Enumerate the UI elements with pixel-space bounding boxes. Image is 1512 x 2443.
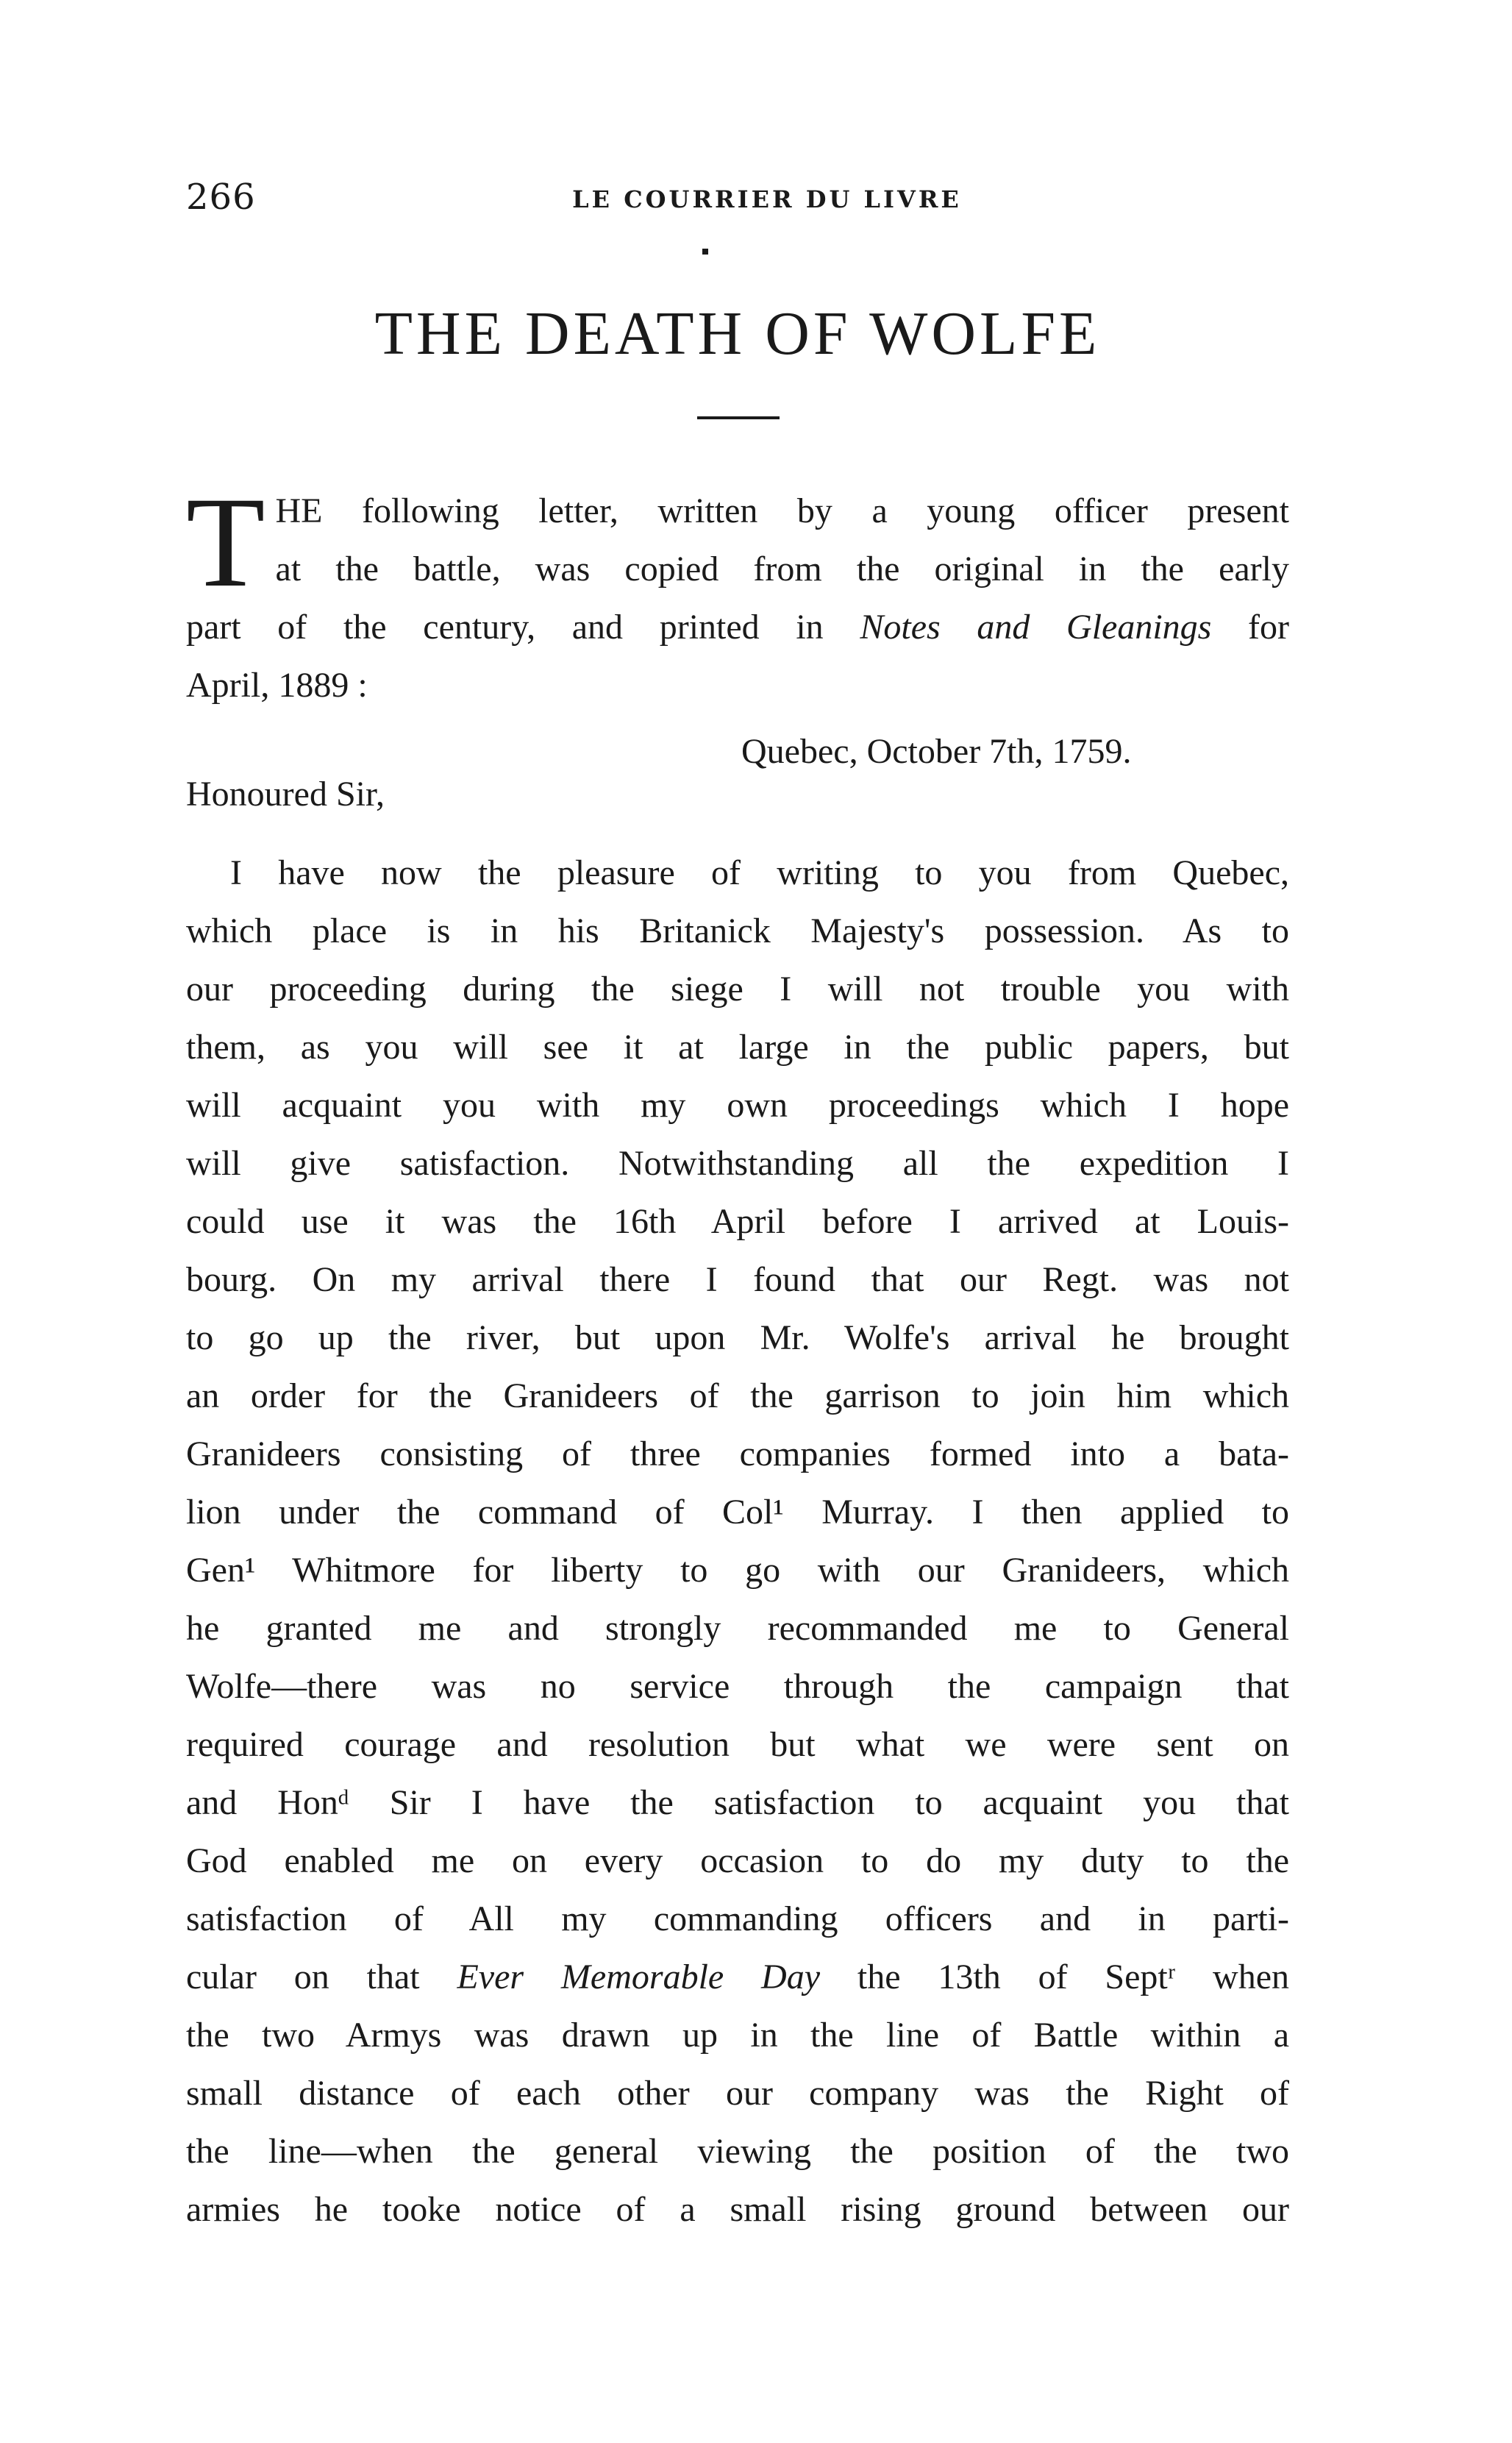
publication-title: Notes and Gleanings (860, 608, 1212, 647)
letter-dateline: Quebec, October 7th, 1759. (741, 732, 1132, 771)
body-line: satisfaction of All my commanding officers and in parti- (186, 1899, 1289, 1938)
body-line: will acquaint you with my own proceedings which I hope (186, 1086, 1289, 1125)
emphasized-phrase: Ever Memorable Day (457, 1957, 821, 1996)
body-line: them, as you will see it at large in the public papers, but (186, 1028, 1289, 1067)
body-line: Gen¹ Whitmore for liberty to go with our Granideers, which (186, 1551, 1289, 1590)
intro-line: at the battle, was copied from the original in the early (275, 550, 1289, 588)
body-line: Wolfe—there was no service through the campaign that (186, 1667, 1289, 1706)
running-head (186, 177, 1289, 221)
body-line: the line—when the general viewing the position of the two (186, 2132, 1289, 2171)
intro-line (186, 598, 1289, 656)
body-line: to go up the river, but upon Mr. Wolfe's arrival he brought (186, 1318, 1289, 1357)
body-line: an order for the Granideers of the garrison to join him which (186, 1376, 1289, 1415)
body-text: cular on that (186, 1957, 457, 1996)
body-line: Granideers consisting of three companies formed into a bata- (186, 1434, 1289, 1473)
body-line: the two Armys was drawn up in the line of Battle within a (186, 2016, 1289, 2055)
intro-line: HE following letter, written by a young officer present (275, 491, 1289, 530)
intro-text: for (1211, 608, 1289, 647)
body-line: will give satisfaction. Notwithstanding all the expedition I (186, 1144, 1289, 1183)
body-line: required courage and resolution but what we were sent on (186, 1725, 1289, 1764)
intro-paragraph (186, 471, 1289, 714)
body-line: he granted me and strongly recommanded me to General (186, 1609, 1289, 1648)
intro-text: part of the century, and printed in (186, 608, 860, 647)
body-line: lion under the command of Col¹ Murray. I then applied to (186, 1493, 1289, 1532)
intro-line: April, 1889 : (186, 666, 368, 705)
article-title: THE DEATH OF WOLFE (374, 299, 1101, 368)
drop-cap: T (186, 471, 265, 614)
title-rule (697, 416, 780, 419)
body-line (186, 1948, 1289, 2006)
journal-title: LE COURRIER DU LIVRE (572, 185, 962, 213)
body-line: which place is in his Britanick Majesty's possession. As to (186, 911, 1289, 950)
body-text: the 13th of Septʳ when (820, 1957, 1289, 1996)
body-line: God enabled me on every occasion to do my duty to the (186, 1841, 1289, 1880)
body-line: our proceeding during the siege I will not trouble you with (186, 970, 1289, 1009)
ornament-dot (702, 249, 708, 255)
body-line: I have now the pleasure of writing to you from Quebec, (230, 853, 1289, 892)
letter-body (186, 844, 1289, 2238)
body-line: armies he tooke notice of a small rising ground between our (186, 2190, 1289, 2229)
body-line: small distance of each other our company was the Right of (186, 2074, 1289, 2113)
page-number: 266 (186, 177, 256, 218)
body-line: and Honᵈ Sir I have the satisfaction to acquaint you that (186, 1783, 1289, 1822)
letter-salutation: Honoured Sir, (186, 775, 385, 814)
body-line: could use it was the 16th April before I arrived at Louis- (186, 1202, 1289, 1241)
body-line: bourg. On my arrival there I found that our Regt. was not (186, 1260, 1289, 1299)
